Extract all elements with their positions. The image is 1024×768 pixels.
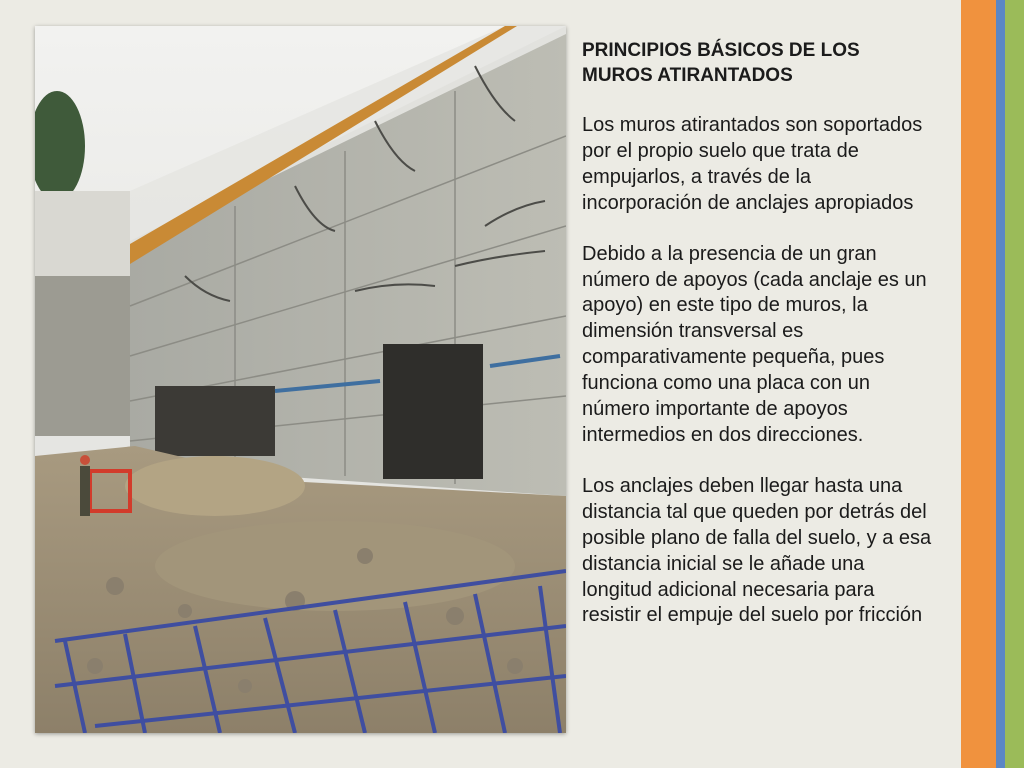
text-column xyxy=(582,38,932,629)
blue-accent-stripe xyxy=(996,0,1005,768)
worker xyxy=(80,466,90,516)
wall-opening xyxy=(383,344,483,479)
title-line-1: PRINCIPIOS BÁSICOS DE LOS xyxy=(582,40,860,61)
slide-title xyxy=(582,38,932,88)
paragraph-3: Los anclajes deben llegar hasta una distancia tal que queden por detrás del posible plano de falla del suelo, y a esa distancia inicial se le añade una longitud adicional necesaria para resistir el empuje del suelo por fricción xyxy=(582,474,932,627)
title-line-2: MUROS ATIRANTADOS xyxy=(582,65,793,86)
orange-accent-stripe xyxy=(961,0,996,768)
construction-photo xyxy=(35,26,566,733)
paragraph-1: Los muros atirantados son soportados por el propio suelo que trata de empujarlos, a través de la incorporación de anclajes apropiados xyxy=(582,114,923,214)
anchored-wall-image xyxy=(35,26,566,733)
paragraph-2: Debido a la presencia de un gran número de apoyos (cada anclaje es un apoyo) en este tipo de muros, la dimensión transversal es comparativamente pequeña, pues funciona como una placa con un número importante de apoyos intermedios en dos direcciones. xyxy=(582,242,927,446)
green-accent-stripe xyxy=(1005,0,1024,768)
